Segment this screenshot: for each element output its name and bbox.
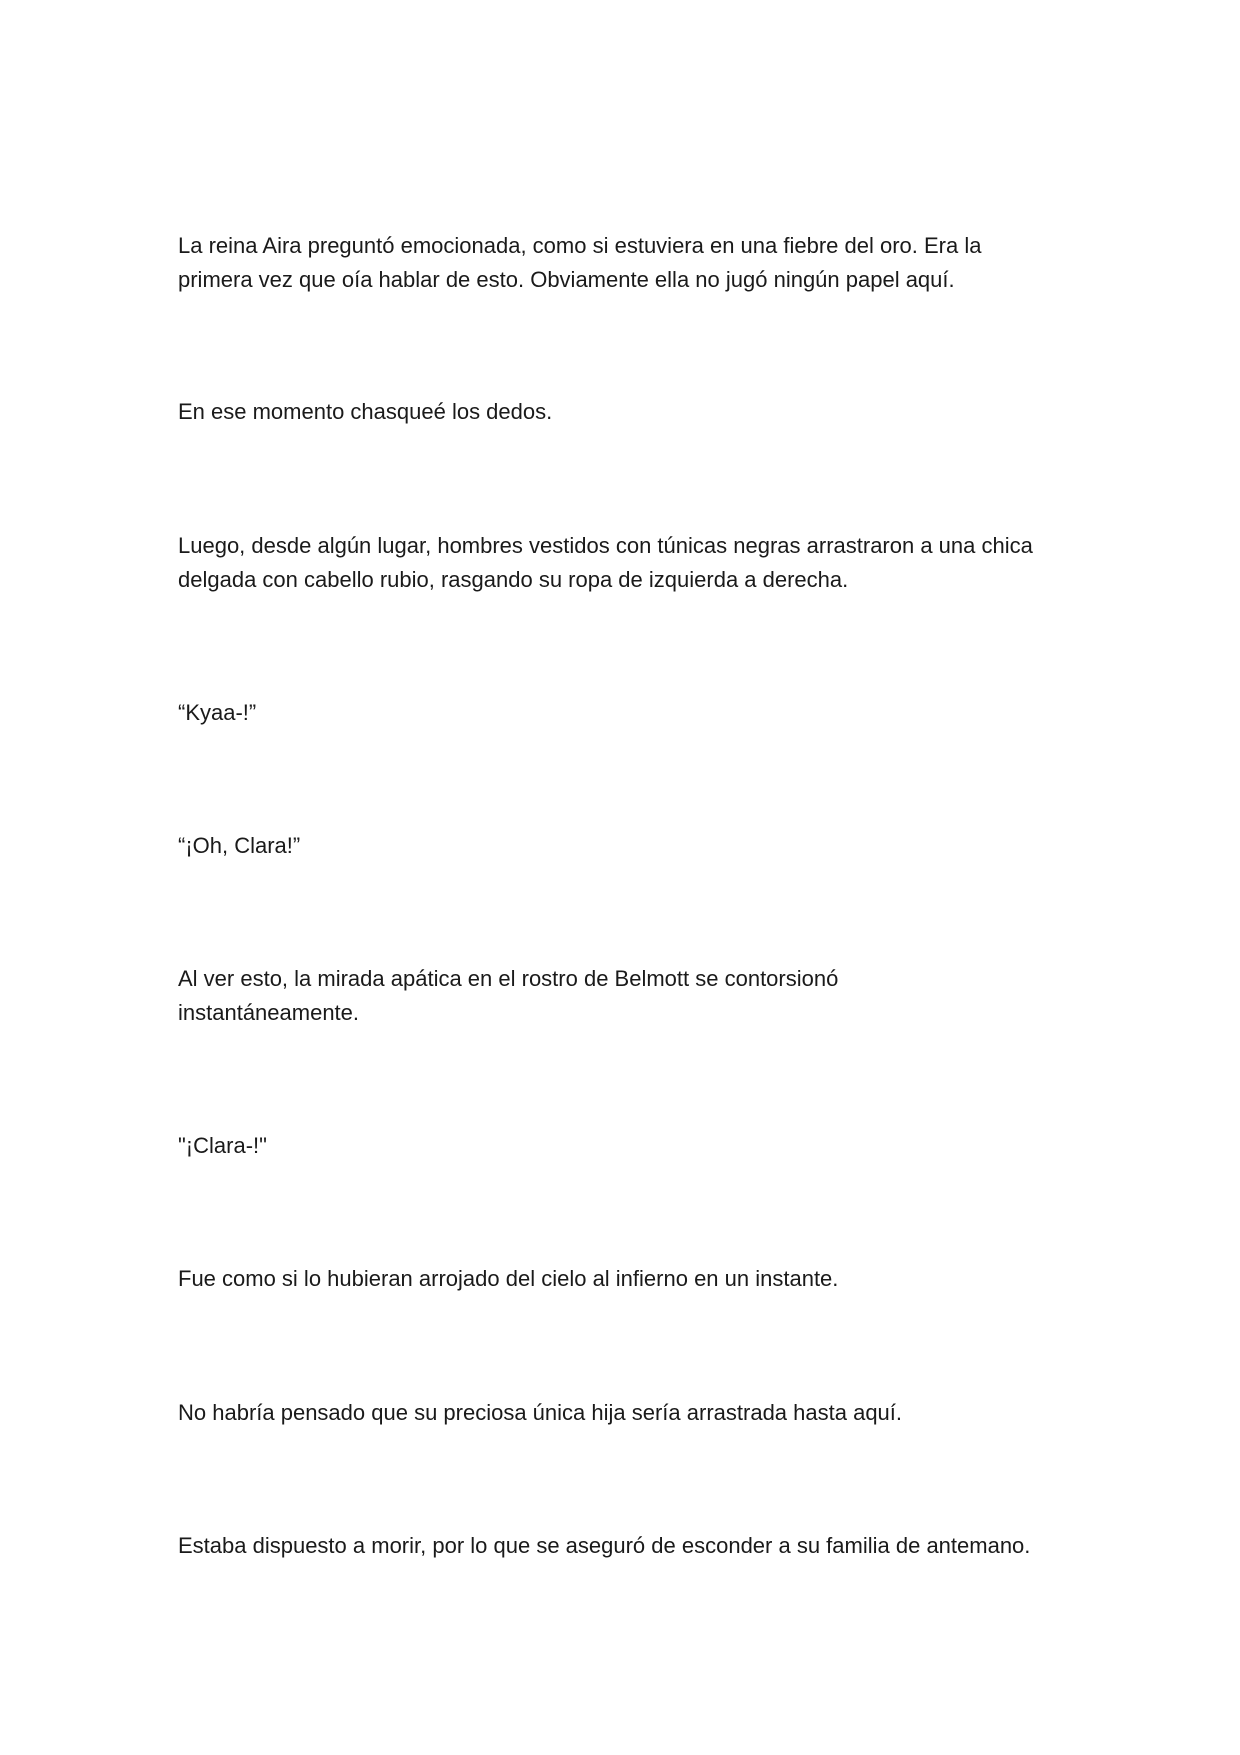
paragraph: Luego, desde algún lugar, hombres vestidos con túnicas negras arrastraron a una chica delgada con cabello rubio, rasgando su ropa de izquierda a derecha. — [178, 533, 1033, 592]
paragraph: Estaba dispuesto a morir, por lo que se aseguró de esconder a su familia de antemano. — [178, 1533, 1031, 1558]
paragraph: Fue como si lo hubieran arrojado del cielo al infierno en un instante. — [178, 1266, 839, 1291]
paragraph: Al ver esto, la mirada apática en el rostro de Belmott se contorsionó instantáneamente. — [178, 966, 839, 1025]
dialogue-line: "¡Clara-!" — [178, 1133, 267, 1158]
dialogue-line: “Kyaa-!” — [178, 700, 257, 725]
paragraph: No habría pensado que su preciosa única hija sería arrastrada hasta aquí. — [178, 1400, 903, 1425]
dialogue-line: “¡Oh, Clara!” — [178, 833, 301, 858]
paragraph: La reina Aira preguntó emocionada, como si estuviera en una fiebre del oro. Era la primera vez que oía hablar de esto. Obviamente ella no jugó ningún papel aquí. — [178, 233, 982, 292]
paragraph: En ese momento chasqueé los dedos. — [178, 399, 553, 424]
